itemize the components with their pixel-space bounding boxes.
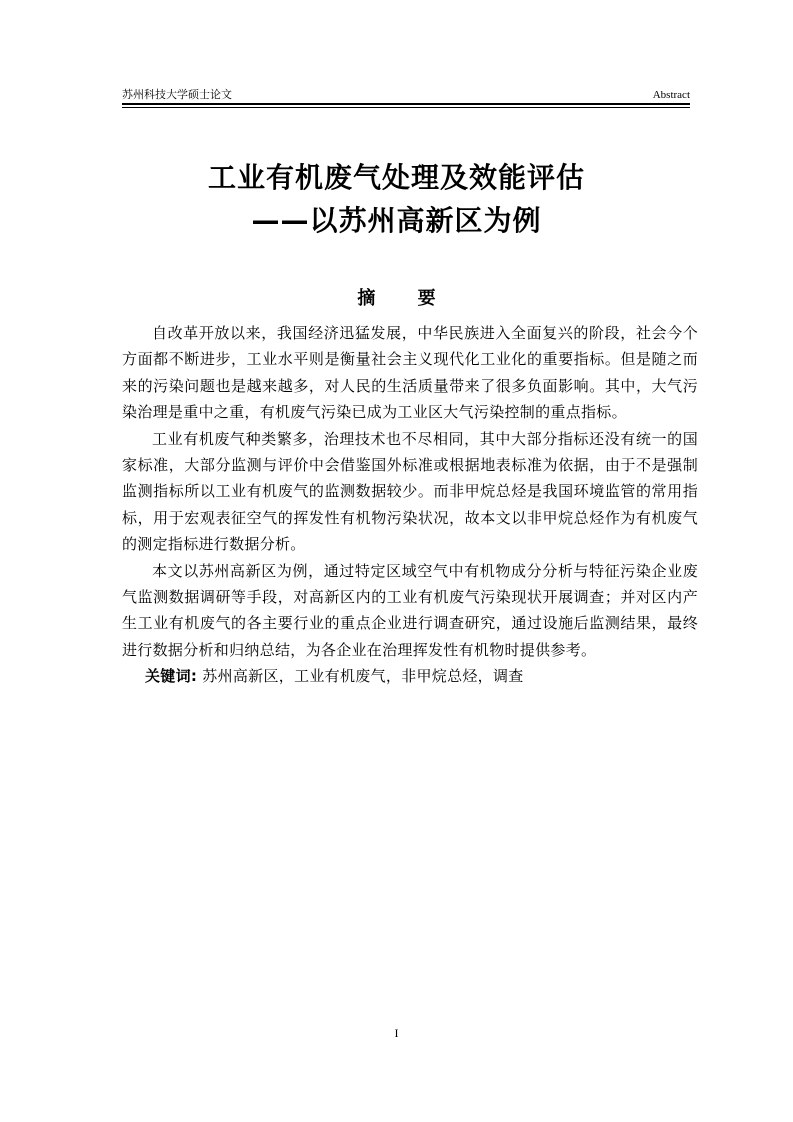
abstract-body bbox=[122, 320, 698, 690]
header-rule-thin bbox=[122, 107, 690, 108]
header-thesis-label: 苏州科技大学硕士论文 bbox=[122, 88, 232, 101]
title-line-2: ——以苏州高新区为例 bbox=[251, 204, 542, 237]
abstract-heading: 摘 要 bbox=[357, 288, 454, 309]
keywords-text: 苏州高新区，工业有机废气，非甲烷总烃，调查 bbox=[202, 667, 524, 686]
header-rule-thick bbox=[122, 103, 690, 105]
abstract-paragraph-1: 自改革开放以来，我国经济迅猛发展，中华民族进入全面复兴的阶段，社会今个方面都不断进步，工业水平则是衡量社会主义现代化工业化的重要指标。但是随之而来的污染问题也是越来越多，对人民的生活质量带来了很多负面影响。其中，大气污染治理是重中之重，有机废气污染已成为工业区大气污染控制的重点指标。 bbox=[122, 324, 698, 422]
abstract-paragraph-2: 工业有机废气种类繁多，治理技术也不尽相同，其中大部分指标还没有统一的国家标准，大部分监测与评价中会借鉴国外标准或根据地表标准为依据，由于不是强制监测指标所以工业有机废气的监测数据较少。而非甲烷总烃是我国环境监管的常用指标，用于宏观表征空气的挥发性有机物污染状况，故本文以非甲烷总烃作为有机废气的测定指标进行数据分析。 bbox=[122, 429, 698, 554]
title-line-1: 工业有机废气处理及效能评估 bbox=[207, 161, 585, 194]
abstract-paragraph-3: 本文以苏州高新区为例，通过特定区域空气中有机物成分分析与特征污染企业废气监测数据调研等手段，对高新区内的工业有机废气污染现状开展调查；并对区内产生工业有机废气的各主要行业的重点企业进行调查研究，通过设施后监测结果，最终进行数据分析和归纳总结，为各企业在治理挥发性有机物时提供参考。 bbox=[122, 561, 698, 659]
keywords-label: 关键词: bbox=[145, 667, 198, 686]
page-number: I bbox=[394, 1026, 399, 1040]
header-section-label: Abstract bbox=[652, 89, 690, 101]
keywords-line bbox=[122, 663, 698, 689]
